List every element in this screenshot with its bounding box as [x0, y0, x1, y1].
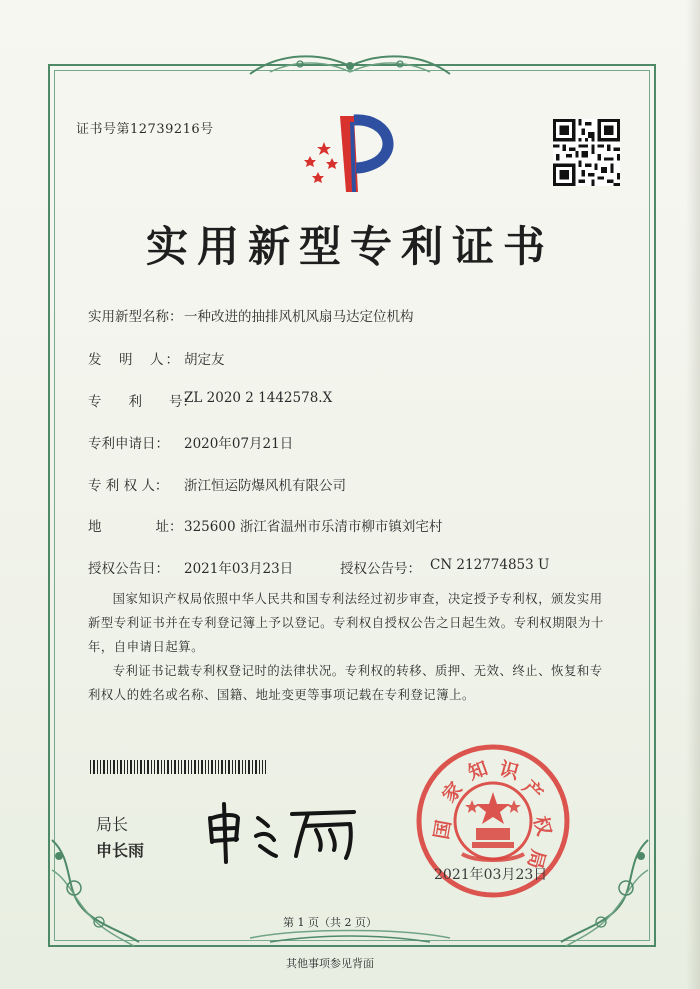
seal-char-7: 局 [522, 847, 550, 872]
cnipa-logo-icon [296, 108, 406, 198]
page-number: 第 1 页（共 2 页） [283, 916, 377, 929]
bottom-center-ornament-icon [250, 928, 450, 948]
grant-announcement-date-value: 2021年03月23日 [184, 561, 294, 577]
certificate-title: 实用新型专利证书 [145, 222, 554, 271]
top-ornament-icon [240, 52, 460, 80]
utility-model-name-label: 实用新型名称： [88, 309, 183, 325]
handwritten-signature-icon [204, 796, 364, 866]
grant-announcement-date-label: 授权公告日： [88, 561, 169, 577]
utility-model-name-value: 一种改进的抽排风机风扇马达定位机构 [184, 309, 414, 325]
seal-char-3: 知 [465, 757, 491, 785]
inventor-value: 胡定友 [184, 352, 225, 368]
issue-date: 2021年03月23日 [434, 867, 548, 883]
paper-edge-shadow [686, 0, 700, 989]
filing-date-label: 专利申请日： [88, 436, 169, 452]
grant-statement-paragraph: 国家知识产权局依照中华人民共和国专利法经过初步审查，决定授予专利权，颁发实用新型专利证书并在专利登记簿上予以登记。专利权自授权公告之日起生效。专利权期限为十年，自申请日起算。 [88, 592, 604, 654]
legal-status-paragraph: 专利证书记载专利权登记时的法律状况。专利权的转移、质押、无效、终止、恢复和专利权人的姓名或名称、国籍、地址变更等事项记载在专利登记簿上。 [88, 664, 603, 702]
address-value: 325600 浙江省温州市乐清市柳市镇刘宅村 [184, 519, 443, 535]
patent-number-label: 专 利 号： [88, 394, 196, 410]
certificate-number: 证书号第12739216号 [76, 122, 214, 137]
seal-char-1: 国 [430, 818, 456, 842]
filing-date-value: 2020年07月21日 [184, 436, 294, 452]
patentee-value: 浙江恒运防爆风机有限公司 [184, 478, 346, 494]
grant-announcement-number-value: CN 212774853 U [430, 557, 550, 573]
seal-char-4: 识 [497, 757, 522, 785]
address-label: 地 址： [88, 519, 183, 535]
seal-char-5: 产 [517, 776, 547, 806]
signatory-name: 申长雨 [96, 841, 145, 860]
signatory-title: 局长 [96, 815, 129, 834]
patent-number-value: ZL 2020 2 1442578.X [184, 390, 333, 406]
grant-announcement-number-label: 授权公告号： [340, 561, 421, 577]
barcode-icon [90, 760, 266, 774]
patentee-label: 专 利 权 人： [88, 478, 169, 494]
seal-char-2: 家 [438, 778, 468, 807]
qr-code-icon [553, 119, 620, 186]
inventor-label: 发 明 人： [88, 352, 181, 368]
back-page-note: 其他事项参见背面 [286, 957, 374, 970]
seal-char-6: 权 [528, 813, 556, 838]
